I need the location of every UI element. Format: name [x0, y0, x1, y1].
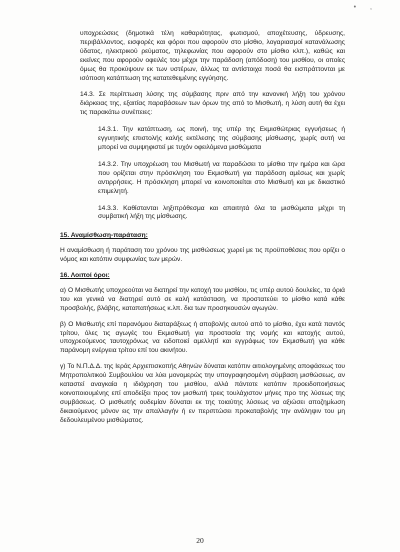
document-body [60, 30, 345, 433]
intro-paragraph: υποχρεώσεις (δημοτικά τέλη καθαριότητας, φωτισμού, αποχέτευσης, ύδρευσης, περιβάλλοντος, εισφορές και φόροι που αφορούν στο μίσθιο, λογαριασμοί κατανάλωσης ύδατος, ηλεκτρικού ρεύματος, τηλεφωνίας που αφορούν στο μίσθιο κλπ.), καθώς και εκείνες που αφορούν οφειλές του μέχρι την παράδοση (απόδοση) του μισθίου, οι οποίες όμως θα προκύψουν εκ των υστέρων, άλλως τα αντίστοιχα ποσά θα εισπράττονται με ισόποση κατάπτωση της κατατεθειμένης εγγύησης. [80, 30, 345, 82]
clause-14-3-2: 14.3.2. Την υποχρέωση του Μισθωτή να παραδώσει το μίσθιο την ημέρα και ώρα που ορίζεται στην πρόσκληση του Εκμισθωτή για παράδοση αμέσως και χωρίς αντιρρήσεις. Η πρόσκληση μπορεί να κοινοποιείται στο Μισθωτή και με δικαστικό επιμελητή. [98, 160, 345, 195]
section-16-heading: 16. Λοιποί όροι: [60, 272, 110, 280]
section-16-a: α) Ο Μισθωτής υποχρεούται να διατηρεί την κατοχή του μισθίου, τις υπέρ αυτού δουλείες, τα όριά του και γενικά να διατηρεί αυτό σε καλή κατάσταση, να προστατεύει το μίσθιο κατά κάθε προσβολής, βλάβης, καταπατήσεως κ.λπ. δια των προσηκουσών αγωγών. [60, 286, 345, 312]
section-16-c: γ) Το Ν.Π.Δ.Δ. της Ιεράς Αρχιεπισκοπής Αθηνών δύναται κατόπιν αιτιολογημένης αποφάσεως του Μητροπολιτικού Συμβουλίου να λύει μονομερώς την υπογραφησομένη σύμβαση μισθώσεως, αν καταστεί αναγκαία η ιδιόχρηση του μισθίου, αλλά πάντοτε κατόπιν προειδοποιήσεως κοινοποιουμένης επί αποδείξει προς τον μισθωτή τρεις τουλάχιστον μήνες προ της λύσεως της συμβάσεως. Ο μισθωτής ουδεμίαν δύναται εκ της τοιαύτης λύσεως να αξιώσει αποζημίωση δικαιούμενος μόνον εις την απαλλαγήν ή εν περιπτώσει προκαταβολής την ανάληψιν του μη δεδουλευμένου μισθώματος. [60, 363, 345, 424]
corner-marks: • , [353, 4, 378, 11]
section-15-text: Η αναμίσθωση ή παράταση του χρόνου της μισθώσεως χωρεί με τις προϋποθέσεις που ορίζει ο νόμος και κατόπιν συμφωνίας των μερών. [60, 247, 345, 264]
section-16-b: β) Ο Μισθωτής επί παρανόμου διαταράξεως ή αποβολής αυτού από το μίσθιο, έχει κατά παντός τρίτου, όλες τις αγωγές του Εκμισθωτή για προστασία της νομής και κατοχής αυτού, υποχρεούμενος ταυτοχρόνως να ειδοποιεί αμελλητί και εγγράφως τον Εκμισθωτή για κάθε παράνομη ενέργεια τρίτου επί του ακινήτου. [60, 320, 345, 355]
clause-14-3-3: 14.3.3. Καθίστανται ληξιπρόθεσμα και απαιτητά όλα τα μισθώματα μέχρι τη συμβατική λήξη της μίσθωσης. [98, 204, 345, 221]
page-number: 20 [196, 536, 204, 545]
clause-14-3-1: 14.3.1. Την κατάπτωση, ως ποινή, της υπέρ της Εκμισθώτριας εγγυήσεως ή εγγυητικής επιστολής καλής εκτέλεσης της σύμβασης μίσθωσης, χωρίς αυτή να μπορεί να συμψηφιστεί με τυχόν οφειλόμενα μισθώματα [98, 126, 345, 151]
section-15-heading: 15. Αναμίσθωση-παράταση: [60, 232, 148, 240]
clause-14-3: 14.3. Σε περίπτωση λύσης της σύμβασης πριν από την κανονική λήξη του χρόνου διάρκειας της, εξαιτίας παραβάσεων των όρων της από το Μισθωτή, η λύση αυτή θα έχει τις παρακάτω συνέπειες: [80, 91, 345, 117]
